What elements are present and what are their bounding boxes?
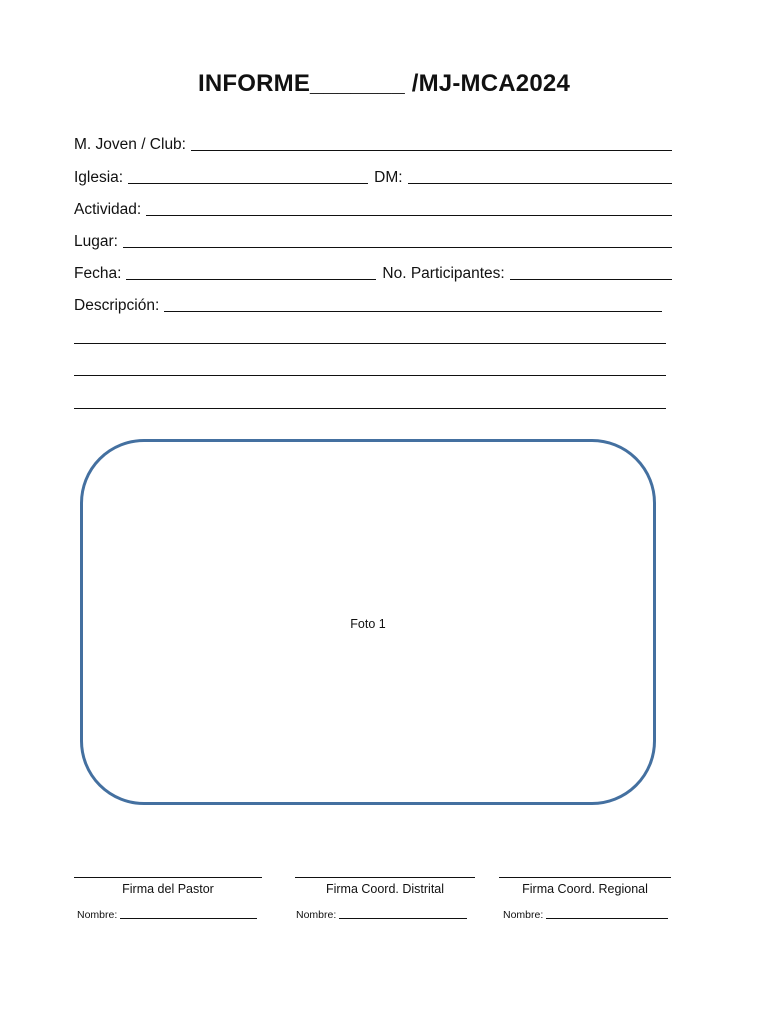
descripcion-line[interactable] xyxy=(74,408,666,409)
signature-regional xyxy=(499,877,671,896)
joven-club-row xyxy=(74,132,672,154)
signature-line[interactable] xyxy=(74,877,262,878)
signature-pastor xyxy=(74,877,262,896)
actividad-label: Actividad: xyxy=(74,201,142,218)
photo-frame[interactable] xyxy=(80,439,656,805)
fecha-field[interactable] xyxy=(126,279,376,280)
actividad-row xyxy=(74,197,672,219)
nombre-pastor xyxy=(77,909,257,921)
descripcion-field[interactable] xyxy=(164,311,662,312)
joven-club-label: M. Joven / Club: xyxy=(74,136,186,153)
iglesia-field[interactable] xyxy=(128,183,368,184)
participantes-field[interactable] xyxy=(510,279,672,280)
lugar-field[interactable] xyxy=(123,247,672,248)
nombre-field[interactable] xyxy=(546,918,668,919)
photo-label: Foto 1 xyxy=(350,617,386,631)
descripcion-label: Descripción: xyxy=(74,297,160,314)
nombre-label: Nombre: xyxy=(503,909,544,921)
signature-distrital xyxy=(295,877,475,896)
signature-line[interactable] xyxy=(295,877,475,878)
nombre-label: Nombre: xyxy=(296,909,337,921)
nombre-distrital xyxy=(296,909,467,921)
joven-club-field[interactable] xyxy=(191,150,672,151)
signature-label: Firma Coord. Regional xyxy=(522,882,648,896)
descripcion-line[interactable] xyxy=(74,343,666,344)
signature-label: Firma Coord. Distrital xyxy=(325,882,445,896)
nombre-field[interactable] xyxy=(120,918,257,919)
dm-label: DM: xyxy=(374,169,403,186)
lugar-label: Lugar: xyxy=(74,233,118,250)
iglesia-label: Iglesia: xyxy=(74,169,124,186)
lugar-row xyxy=(74,229,672,251)
fecha-label: Fecha: xyxy=(74,265,122,282)
iglesia-row xyxy=(74,165,672,187)
dm-field[interactable] xyxy=(408,183,672,184)
participantes-label: No. Participantes: xyxy=(382,265,505,282)
actividad-field[interactable] xyxy=(146,215,672,216)
nombre-label: Nombre: xyxy=(77,909,118,921)
descripcion-line[interactable] xyxy=(74,375,666,376)
fecha-row xyxy=(74,261,672,283)
descripcion-row xyxy=(74,293,662,315)
nombre-field[interactable] xyxy=(339,918,467,919)
signature-label: Firma del Pastor xyxy=(122,882,214,896)
signature-line[interactable] xyxy=(499,877,671,878)
nombre-regional xyxy=(503,909,668,921)
page-title: INFORME_______ /MJ-MCA2024 xyxy=(197,70,570,97)
